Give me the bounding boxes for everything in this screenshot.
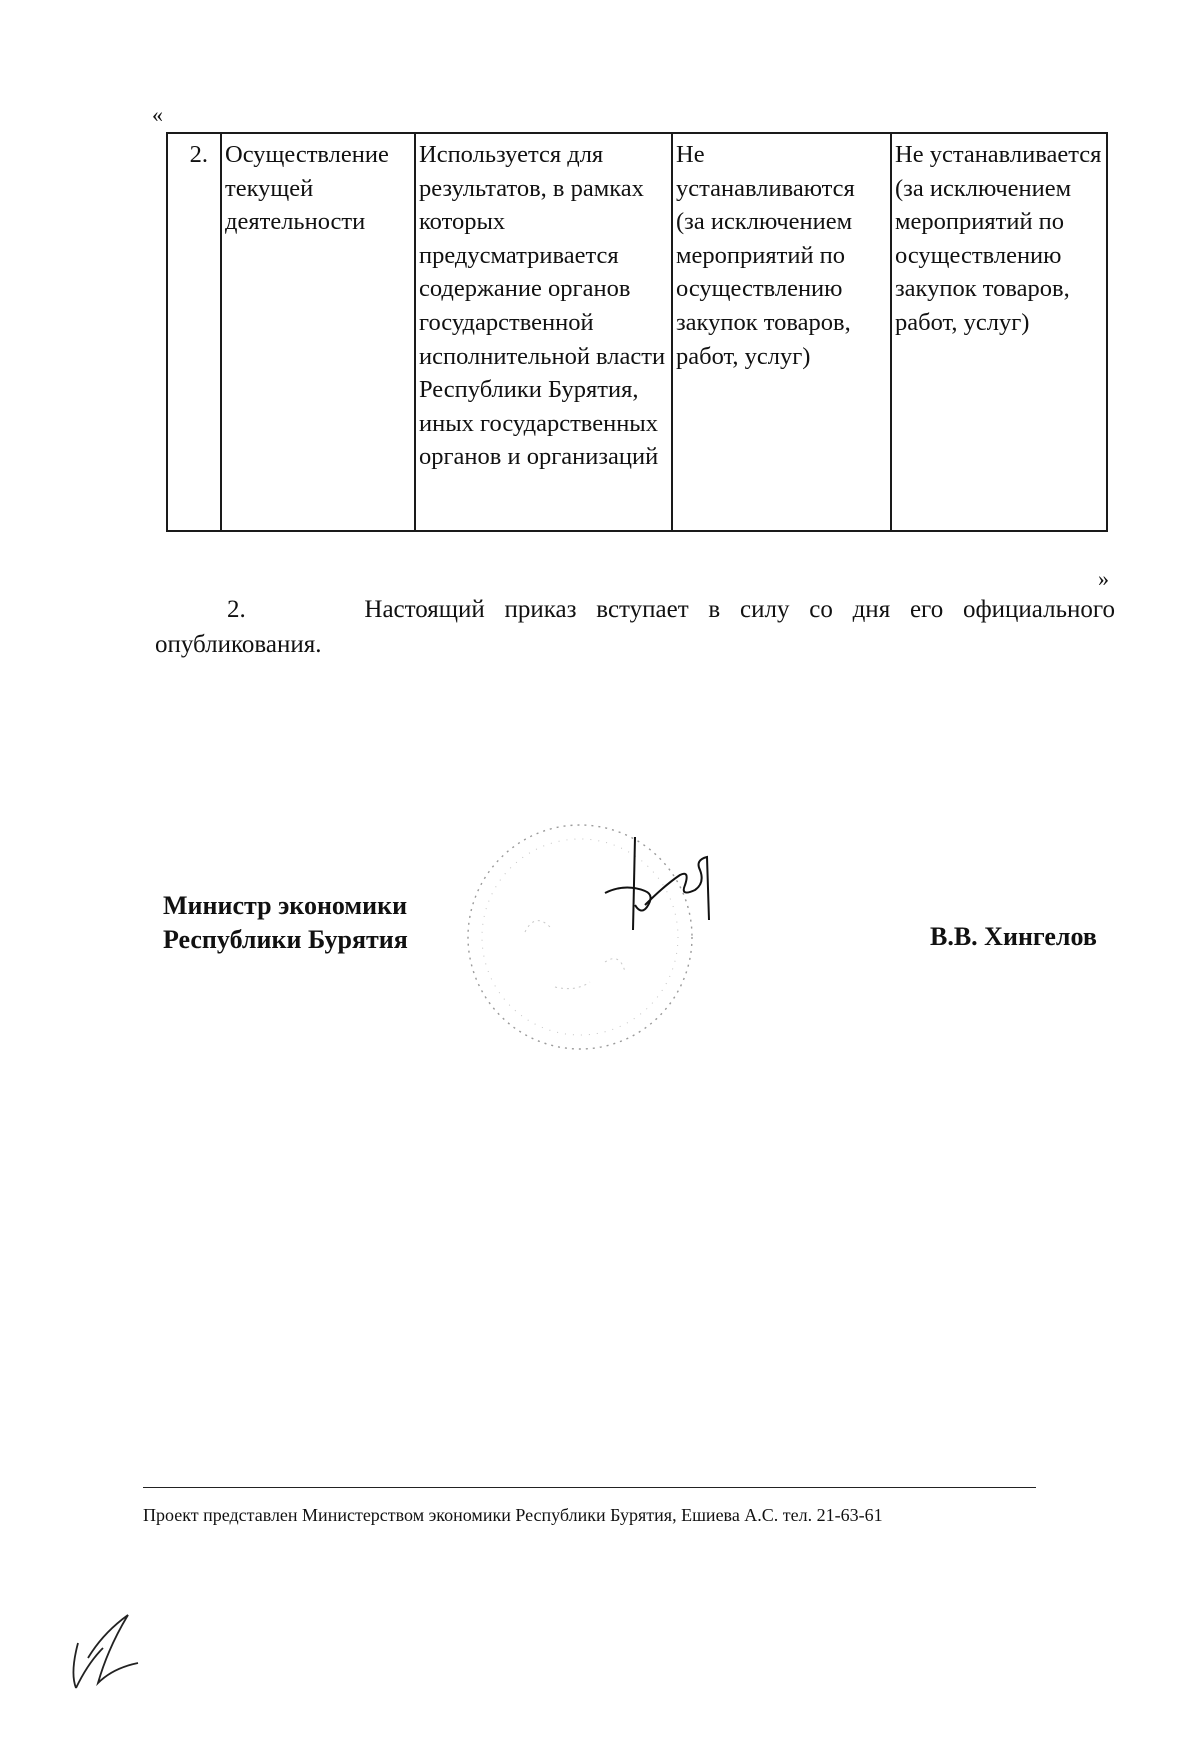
requirement-cell: Не устанавливается (за исключением мероприятий по осуществлению закупок товаров, работ, услуг) bbox=[891, 133, 1107, 531]
signatory-name: В.В. Хингелов bbox=[930, 922, 1097, 951]
minister-signature bbox=[595, 835, 735, 945]
opening-quote: « bbox=[152, 102, 163, 127]
paragraph-continuation: опубликования. bbox=[155, 631, 322, 658]
handwritten-initials bbox=[68, 1613, 158, 1698]
closing-quote: » bbox=[1098, 566, 1109, 591]
signatory-title-line1: Министр экономики bbox=[163, 891, 408, 920]
requirements-cell: Не устанавливаются (за исключением мероприятий по осуществлению закупок товаров, работ, услуг) bbox=[672, 133, 891, 531]
row-number-cell: 2. bbox=[167, 133, 221, 531]
footer-note: Проект представлен Министерством экономики Республики Бурятия, Ешиева А.С. тел. 21-63-61 bbox=[143, 1505, 883, 1525]
paragraph-number: 2. bbox=[227, 596, 246, 623]
signatory-title bbox=[163, 889, 408, 957]
amendment-table bbox=[166, 132, 1108, 532]
activity-cell: Осуществление текущей деятельности bbox=[221, 133, 415, 531]
table-row bbox=[167, 133, 1107, 531]
footer-divider bbox=[143, 1487, 1036, 1488]
effective-date-paragraph bbox=[155, 592, 1115, 627]
signatory-title-line2: Республики Бурятия bbox=[163, 925, 408, 954]
usage-cell: Используется для результатов, в рамках которых предусматривается содержание органов государственной исполнительной власти Республики Бурятия, иных государственных органов и организаций bbox=[415, 133, 672, 531]
paragraph-text: Настоящий приказ вступает в силу со дня его официального bbox=[364, 596, 1116, 623]
